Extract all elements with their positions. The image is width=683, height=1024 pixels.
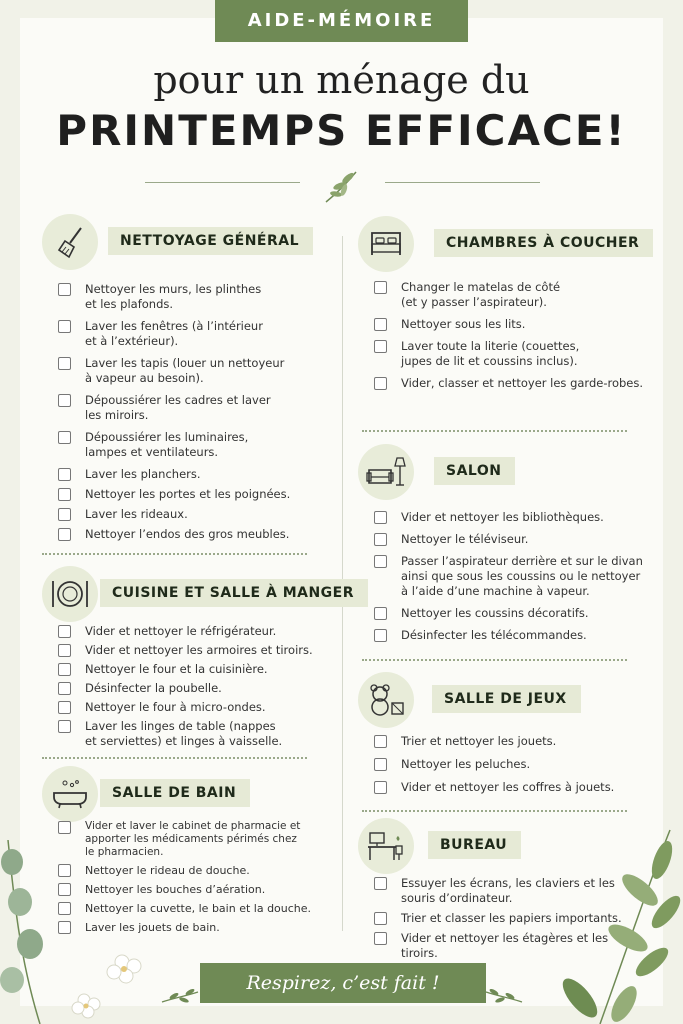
section-living [358,444,648,654]
list-item[interactable] [58,820,338,859]
section-title: NETTOYAGE GÉNÉRAL [108,227,313,255]
section-divider [362,810,627,812]
item-text: Nettoyer les murs, les plinthes et les plafonds. [85,282,262,311]
bed-icon [358,216,414,272]
plate-cutlery-icon [42,566,98,622]
checkbox[interactable] [58,508,71,521]
item-text: Nettoyer l’endos des gros meubles. [85,527,290,541]
item-text: Laver les planchers. [85,467,201,481]
item-text: Dépoussiérer les luminaires, lampes et ventilateurs. [85,430,249,459]
item-text: Changer le matelas de côté (et y passer l’aspirateur). [401,280,561,309]
section-kitchen [42,566,355,756]
list-item[interactable] [374,628,644,643]
bathtub-icon [42,766,98,822]
list-item[interactable] [374,757,644,772]
list-item[interactable] [374,734,644,749]
list-item[interactable] [58,863,338,878]
list-item[interactable] [374,606,644,621]
checkbox[interactable] [58,821,71,834]
green-leaves-icon [540,820,683,1024]
item-text: Laver les fenêtres (à l’intérieur et à l’extérieur). [85,319,263,348]
checklist-kitchen [58,624,338,749]
item-text: Désinfecter les télécommandes. [401,628,587,642]
list-item[interactable] [58,356,338,386]
list-item[interactable] [58,282,338,312]
section-divider [362,659,627,661]
checkbox[interactable] [374,555,387,568]
item-text: Nettoyer les portes et les poignées. [85,487,291,501]
list-item[interactable] [58,467,338,482]
item-text: Nettoyer le four à micro-ondes. [85,700,266,714]
item-text: Laver les linges de table (nappes et serviettes) et linges à vaisselle. [85,719,283,748]
list-item[interactable] [58,624,338,639]
checkbox[interactable] [374,340,387,353]
list-item[interactable] [374,317,644,332]
item-text: Vider et nettoyer les armoires et tiroirs. [85,643,313,657]
list-item[interactable] [374,376,644,391]
item-text: Trier et nettoyer les jouets. [401,734,557,748]
broom-icon [42,214,98,270]
checkbox[interactable] [374,758,387,771]
leaf-sprig-icon [322,168,362,206]
item-text: Nettoyer sous les lits. [401,317,526,331]
item-text: Vider et nettoyer le réfrigérateur. [85,624,277,638]
title-rule-right [385,182,540,183]
item-text: Laver toute la literie (couettes, jupes de lit et coussins inclus). [401,339,580,368]
header-badge: AIDE-MÉMOIRE [215,0,468,42]
white-flowers-icon [60,946,170,1024]
section-title: SALLE DE JEUX [432,685,581,713]
item-text: Essuyer les écrans, les claviers et les souris d’ordinateur. [401,876,615,905]
section-general [42,214,342,544]
list-item[interactable] [58,901,338,916]
item-text: Laver les rideaux. [85,507,188,521]
checkbox[interactable] [58,682,71,695]
checkbox[interactable] [374,318,387,331]
footer-text: Respirez, c’est fait ! [246,972,440,994]
item-text: Vider, classer et nettoyer les garde-robes. [401,376,643,390]
item-text: Nettoyer les bouches d’aération. [85,883,266,896]
section-title: BUREAU [428,831,521,859]
item-text: Désinfecter la poubelle. [85,681,222,695]
list-item[interactable] [58,430,338,460]
list-item[interactable] [58,662,338,677]
sofa-lamp-icon [358,444,414,500]
checkbox[interactable] [58,663,71,676]
title-line-1: pour un ménage du [153,58,530,102]
list-item[interactable] [58,700,338,715]
checkbox[interactable] [374,781,387,794]
list-item[interactable] [58,319,338,349]
checkbox[interactable] [58,644,71,657]
list-item[interactable] [374,532,644,547]
section-divider [42,757,307,759]
checkbox[interactable] [58,528,71,541]
leaf-sprig-icon [160,986,200,1006]
checkbox[interactable] [58,720,71,733]
section-playroom [358,672,648,807]
item-text: Nettoyer le rideau de douche. [85,864,250,877]
checkbox[interactable] [58,625,71,638]
item-text: Nettoyer les peluches. [401,757,531,771]
list-item[interactable] [58,882,338,897]
checkbox[interactable] [374,932,387,945]
list-item[interactable] [58,920,338,935]
list-item[interactable] [374,554,644,599]
item-text: Vider et nettoyer les étagères et les tiroirs. [401,931,609,960]
list-item[interactable] [374,780,644,795]
checkbox[interactable] [374,735,387,748]
item-text: Nettoyer le four et la cuisinière. [85,662,268,676]
section-bathroom [42,766,342,946]
list-item[interactable] [58,643,338,658]
checkbox[interactable] [58,357,71,370]
item-text: Nettoyer le téléviseur. [401,532,529,546]
item-text: Vider et nettoyer les coffres à jouets. [401,780,615,794]
item-text: Laver les jouets de bain. [85,921,220,934]
checkbox[interactable] [374,511,387,524]
checkbox[interactable] [58,283,71,296]
checkbox[interactable] [374,281,387,294]
item-text: Passer l’aspirateur derrière et sur le divan ainsi que sous les coussins ou le nettoyer à l’aide d’une machine à vapeur. [401,554,643,598]
checkbox[interactable] [58,320,71,333]
section-title: CUISINE ET SALLE À MANGER [100,579,368,607]
leaf-sprig-icon [484,986,524,1006]
section-divider [362,430,627,432]
section-title: SALON [434,457,515,485]
title-line-2: PRINTEMPS EFFICACE! [56,106,627,155]
item-text: Nettoyer la cuvette, le bain et la douche. [85,902,312,915]
checklist-living [374,510,644,643]
checklist-bathroom [58,820,338,935]
checkbox[interactable] [58,431,71,444]
checkbox[interactable] [58,468,71,481]
checkbox[interactable] [58,394,71,407]
checkbox[interactable] [58,701,71,714]
list-item[interactable] [374,280,644,310]
checkbox[interactable] [374,912,387,925]
checklist-playroom [374,734,644,795]
item-text: Dépoussiérer les cadres et laver les miroirs. [85,393,271,422]
list-item[interactable] [58,527,338,542]
checklist-bedrooms [374,280,644,391]
list-item[interactable] [374,339,644,369]
section-divider [42,553,307,555]
item-text: Vider et laver le cabinet de pharmacie et apporter les médicaments périmés chez le pharmacien. [85,820,301,858]
list-item[interactable] [58,681,338,696]
desk-computer-icon [358,818,414,874]
list-item[interactable] [374,510,644,525]
checkbox[interactable] [374,607,387,620]
item-text: Vider et nettoyer les bibliothèques. [401,510,604,524]
checkbox[interactable] [58,488,71,501]
checkbox[interactable] [374,533,387,546]
checklist-general [58,282,338,542]
section-title: CHAMBRES À COUCHER [434,229,653,257]
item-text: Laver les tapis (louer un nettoyeur à vapeur au besoin). [85,356,285,385]
list-item[interactable] [58,507,338,522]
section-title: SALLE DE BAIN [100,779,250,807]
checkbox[interactable] [374,877,387,890]
item-text: Nettoyer les coussins décoratifs. [401,606,589,620]
list-item[interactable] [58,719,338,749]
title-rule-left [145,182,300,183]
checkbox[interactable] [374,629,387,642]
list-item[interactable] [58,393,338,423]
section-bedrooms [358,216,648,416]
teddy-bear-icon [358,672,414,728]
checkbox[interactable] [374,377,387,390]
item-text: Trier et classer les papiers importants. [401,911,622,925]
list-item[interactable] [58,487,338,502]
